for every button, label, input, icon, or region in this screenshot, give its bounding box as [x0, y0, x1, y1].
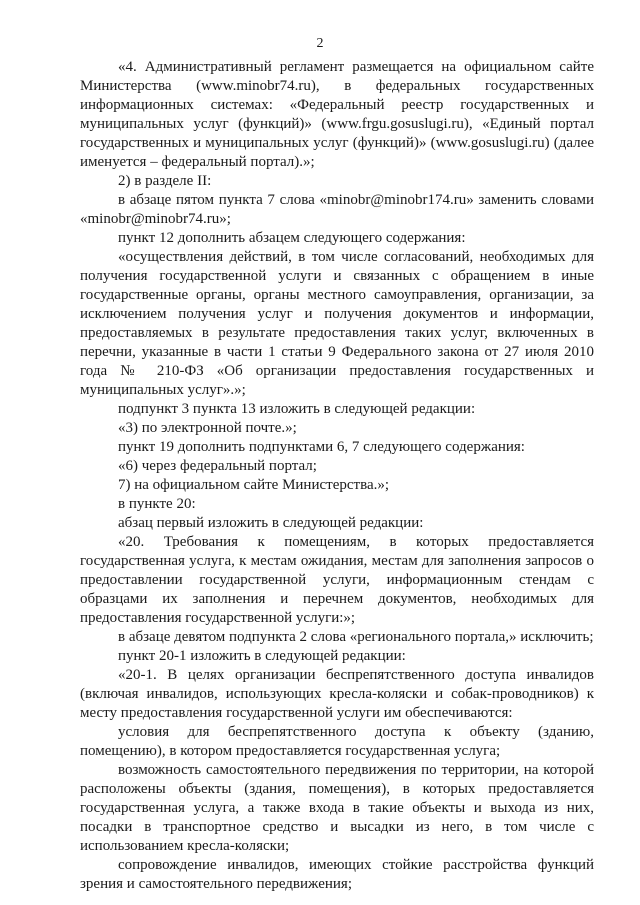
- paragraph-item-19: пункт 19 дополнить подпунктами 6, 7 следующего содержания:: [118, 439, 525, 455]
- paragraph-item-19-sub-7: 7) на официальном сайте Министерства.»;: [118, 477, 390, 493]
- page-number: 2: [316, 36, 324, 51]
- paragraph-item-20-ninth: в абзаце девятом подпункта 2 слова «регионального портала,» исключить;: [118, 629, 594, 645]
- paragraph-regulation-placement: «4. Административный регламент размещается на официальном сайте Министерства (www.minobr74.ru), в федеральных государственных информационных системах: «Федеральный реестр государственных и муниципальных услуг (функций)» (www.frgu.gosuslugi.ru), «Единый портал государственных и муниципальных услуг (функций)» (www.gosuslugi.ru) (далее именуется – федеральный портал).»;: [80, 59, 594, 170]
- paragraph-item-13: подпункт 3 пункта 13 изложить в следующей редакции:: [118, 401, 476, 417]
- paragraph-item-20-1: пункт 20-1 изложить в следующей редакции:: [118, 648, 406, 664]
- paragraph-item-12: пункт 12 дополнить абзацем следующего содержания:: [118, 230, 466, 246]
- paragraph-item-20: в пункте 20:: [118, 496, 196, 512]
- paragraph-item-20-first: абзац первый изложить в следующей редакции:: [118, 515, 424, 531]
- paragraph-item-12-text: «осуществления действий, в том числе согласований, необходимых для получения государственной услуги и связанных с обращением в иные государственные органы, органы местного самоуправления, организации, за исключением получения услуг и получения документов и информации, предоставляемых в результате предоставления таких услуг, включенных в перечни, указанные в части 1 статьи 9 Федерального закона от 27 июля 2010 года № 210-ФЗ «Об организации предоставления государственных и муниципальных услуг».»;: [80, 249, 594, 398]
- paragraph-item-20-1-text: «20-1. В целях организации беспрепятственного доступа инвалидов (включая инвалидов, использующих кресла-коляски и собак-проводников) к месту предоставления государственной услуги им обеспечиваются:: [80, 667, 594, 721]
- paragraph-section-2: 2) в разделе II:: [118, 173, 212, 189]
- paragraph-access-conditions: условия для беспрепятственного доступа к объекту (зданию, помещению), в котором предоставляется государственная услуга;: [80, 724, 594, 759]
- document-body: [80, 58, 594, 894]
- paragraph-item-19-sub-6: «6) через федеральный портал;: [118, 458, 317, 474]
- paragraph-escort: сопровождение инвалидов, имеющих стойкие расстройства функций зрения и самостоятельного передвижения;: [80, 857, 594, 892]
- paragraph-item-20-text: «20. Требования к помещениям, в которых предоставляется государственная услуга, к местам ожидания, местам для заполнения запросов о предоставлении государственной услуги, информационным стендам с образцами их заполнения и перечнем документов, необходимых для предоставления государственной услуги:»;: [80, 534, 594, 626]
- paragraph-movement: возможность самостоятельного передвижения по территории, на которой расположены объекты (здания, помещения), в которых предоставляется государственная услуга, а также входа в такие объекты и выхода из них, посадки в транспортное средство и высадки из него, в том числе с использованием кресла-коляски;: [80, 762, 594, 854]
- paragraph-email-replacement: в абзаце пятом пункта 7 слова «minobr@minobr174.ru» заменить словами «minobr@minobr74.ru»;: [80, 192, 594, 227]
- paragraph-item-13-text: «3) по электронной почте.»;: [118, 420, 297, 436]
